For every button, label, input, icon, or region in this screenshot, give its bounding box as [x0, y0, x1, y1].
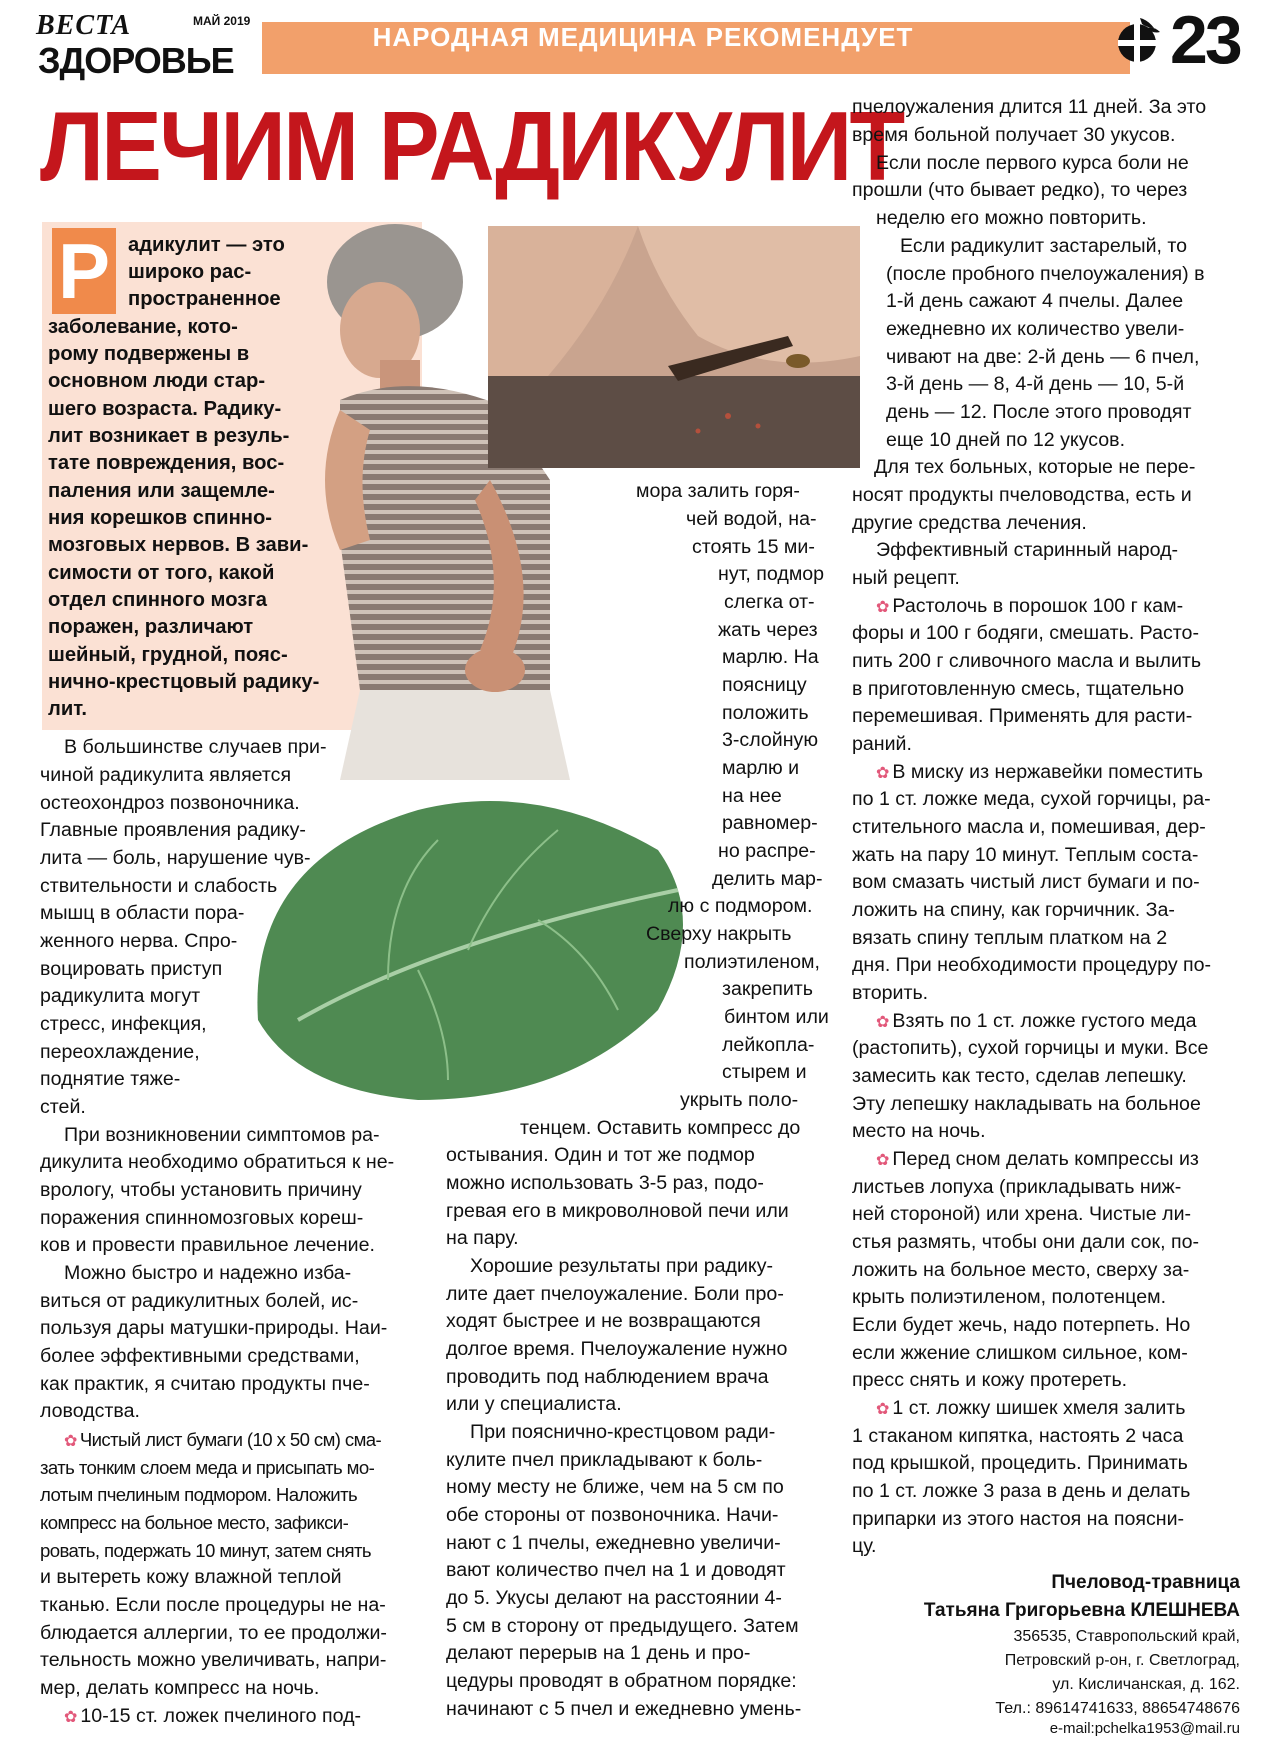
- text-line: ней стороной) или хрена. Чистые ли-: [852, 1203, 1192, 1225]
- text-line: до 5. Укусы делают на расстоянии 4-: [446, 1587, 782, 1609]
- text-line: еще 10 дней по 12 укусов.: [886, 429, 1126, 451]
- lead-line: паления или защемле-: [48, 480, 275, 502]
- text-line: тканью. Если после процедуры не на-: [40, 1594, 386, 1616]
- text-line: более эффективными средствами,: [40, 1345, 360, 1367]
- recipe-line: [876, 759, 1203, 788]
- text-line: лите дает пчелоужаление. Боли про-: [446, 1283, 784, 1305]
- text-span: В миску из нержавейки поместить: [892, 761, 1203, 783]
- text-line: стей.: [40, 1096, 86, 1118]
- author-address-3: ул. Кисличанская, д. 162.: [1052, 1676, 1240, 1693]
- text-line: ков и провести правильное лечение.: [40, 1234, 375, 1256]
- text-line: блюдается аллергии, то ее продолжи-: [40, 1622, 387, 1644]
- text-line: мер, делать компресс на ночь.: [40, 1677, 320, 1699]
- text-line: ный рецепт.: [852, 567, 960, 589]
- flower-bullet-icon: ✿: [876, 1152, 890, 1169]
- article-title: ЛЕЧИМ РАДИКУЛИТ: [40, 91, 903, 201]
- text-line: марлю и: [722, 757, 800, 779]
- text-line: радикулита могут: [40, 985, 201, 1007]
- text-line: вторить.: [852, 982, 929, 1004]
- author-phones: Тел.: 89614741633, 88654748676: [995, 1700, 1240, 1717]
- text-line: воцировать приступ: [40, 958, 223, 980]
- text-line: (растопить), сухой горчицы и муки. Все: [852, 1037, 1209, 1059]
- lead-line: широко рас-: [128, 261, 252, 283]
- text-line: нают с 1 пчелы, ежедневно увеличи-: [446, 1532, 781, 1554]
- text-line: ловодства.: [40, 1400, 140, 1422]
- recipe-line: [876, 1395, 1185, 1424]
- text-line: крыть полиэтиленом, полотенцем.: [852, 1286, 1167, 1308]
- text-line: вязать спину теплым платком на 2: [852, 927, 1168, 949]
- text-line: время больной получает 30 укусов.: [852, 124, 1176, 146]
- text-line: проводить под наблюдением врача: [446, 1366, 769, 1388]
- text-line: чей водой, на-: [686, 508, 817, 530]
- text-line: пресс снять и кожу протереть.: [852, 1369, 1128, 1391]
- text-line: ложить на больное место, сверху за-: [852, 1259, 1190, 1281]
- lead-line: основном люди стар-: [48, 370, 266, 392]
- lead-line: мозговых нервов. В зави-: [48, 534, 309, 556]
- text-line: цедуры проводят в обратном порядке:: [446, 1670, 797, 1692]
- text-line: виться от радикулитных болей, ис-: [40, 1290, 359, 1312]
- text-line: пользуя дары матушки-природы. Наи-: [40, 1317, 388, 1339]
- author-address-2: Петровский р-он, г. Светлоград,: [1004, 1652, 1240, 1669]
- author-email[interactable]: e-mail:pchelka1953@mail.ru: [1049, 1720, 1240, 1737]
- text-line: по 1 ст. ложке 3 раза в день и делать: [852, 1480, 1191, 1502]
- text-line: делают перерыв на 1 день и про-: [446, 1642, 751, 1664]
- text-line: чивают на две: 2-й день — 6 пчел,: [886, 346, 1200, 368]
- text-line: остеохондроз позвоночника.: [40, 792, 300, 814]
- text-line: зать тонким слоем меда и присыпать мо-: [40, 1457, 375, 1478]
- author-address-1: 356535, Ставропольский край,: [1013, 1628, 1240, 1645]
- text-line: можно использовать 3-5 раз, подо-: [446, 1172, 764, 1194]
- flower-bullet-icon: ✿: [876, 599, 890, 616]
- text-line: лотым пчелиным подмором. Наложить: [40, 1484, 358, 1505]
- text-line: 5 см в сторону от предыдущего. Затем: [446, 1615, 799, 1637]
- issue-date: МАЙ 2019: [193, 14, 251, 28]
- text-line: равномер-: [722, 812, 818, 834]
- text-line: переохлаждение,: [40, 1041, 200, 1063]
- text-line: ходят быстрее и не возвращаются: [446, 1310, 761, 1332]
- lead-line: отдел спинного мозга: [48, 589, 267, 611]
- text-line: При возникновении симптомов ра-: [64, 1124, 380, 1146]
- flower-bullet-icon: ✿: [876, 1401, 890, 1418]
- lead-line: тате повреждения, вос-: [48, 452, 285, 474]
- text-line: стресс, инфекция,: [40, 1013, 207, 1035]
- text-line: но распре-: [718, 840, 816, 862]
- text-line: жать на пару 10 минут. Теплым соста-: [852, 844, 1199, 866]
- text-line: 1 стаканом кипятка, настоять 2 часа: [852, 1425, 1184, 1447]
- lead-line: рому подвержены в: [48, 343, 250, 365]
- lead-line: шего возраста. Радику-: [48, 398, 282, 420]
- text-line: Для тех больных, которые не пере-: [874, 456, 1196, 478]
- text-span: 1 ст. ложку шишек хмеля залить: [892, 1397, 1186, 1419]
- text-line: пить 200 г сливочного масла и вылить: [852, 650, 1202, 672]
- text-line: дикулита необходимо обратиться к не-: [40, 1151, 395, 1173]
- text-line: поражения спинномозговых кореш-: [40, 1207, 364, 1229]
- text-line: на нее: [722, 785, 782, 807]
- text-line: марлю. На: [722, 646, 819, 668]
- text-line: Главные проявления радику-: [40, 819, 306, 841]
- text-line: мышц в области пора-: [40, 902, 245, 924]
- text-line: под крышкой, процедить. Принимать: [852, 1452, 1188, 1474]
- flower-bullet-icon: ✿: [876, 1014, 890, 1031]
- text-line: неделю его можно повторить.: [876, 207, 1147, 229]
- lead-line: заболевание, кото-: [48, 316, 238, 338]
- text-line: 1-й день сажают 4 пчелы. Далее: [886, 290, 1184, 312]
- text-line: полиэтиленом,: [684, 951, 820, 973]
- text-span: Взять по 1 ст. ложке густого меда: [892, 1010, 1197, 1032]
- text-line: ложить на спину, как горчичник. За-: [852, 899, 1175, 921]
- text-line: В большинстве случаев при-: [64, 736, 327, 758]
- text-line: пчелоужаления длится 11 дней. За это: [852, 96, 1207, 118]
- text-line: Хорошие результаты при радику-: [470, 1255, 774, 1277]
- text-line: женного нерва. Спро-: [40, 930, 238, 952]
- text-line: как практик, я считаю продукты пче-: [40, 1373, 370, 1395]
- text-span: Растолочь в порошок 100 г кам-: [892, 595, 1184, 617]
- bee-sting-photo: [488, 226, 860, 468]
- text-line: форы и 100 г бодяги, смешать. Расто-: [852, 622, 1199, 644]
- lead-line: адикулит — это: [128, 234, 285, 256]
- lead-line: ния корешков спинно-: [48, 507, 273, 529]
- text-line: лю с подмором.: [668, 895, 813, 917]
- text-line: носят продукты пчеловодства, есть и: [852, 484, 1192, 506]
- text-line: ровать, подержать 10 минут, затем снять: [40, 1540, 371, 1561]
- text-line: Если после первого курса боли не: [876, 152, 1189, 174]
- text-line: на пару.: [446, 1227, 519, 1249]
- text-line: укрыть поло-: [680, 1089, 799, 1111]
- text-line: раний.: [852, 733, 912, 755]
- page-number: 23: [1170, 2, 1240, 78]
- text-line: слегка от-: [724, 591, 815, 613]
- text-line: цу.: [852, 1535, 877, 1557]
- text-span: Чистый лист бумаги (10 х 50 см) сма-: [79, 1429, 382, 1450]
- recipe-line: [64, 1426, 381, 1456]
- text-line: стоять 15 ми-: [692, 536, 815, 558]
- lead-line: лит.: [48, 698, 87, 720]
- text-line: перемешивая. Применять для расти-: [852, 705, 1193, 727]
- text-line: стырем и: [722, 1061, 807, 1083]
- text-line: Можно быстро и надежно изба-: [64, 1262, 352, 1284]
- text-line: бинтом или: [724, 1006, 829, 1028]
- text-line: дня. При необходимости процедуру по-: [852, 954, 1212, 976]
- magazine-brand-zdorovie: ЗДОРОВЬЕ: [38, 40, 234, 81]
- lead-line: нично-крестцовый радику-: [48, 671, 320, 693]
- text-line: При пояснично-крестцовом ради-: [470, 1421, 776, 1443]
- lead-line: пространенное: [128, 288, 281, 310]
- text-line: положить: [722, 702, 809, 724]
- text-line: Если радикулит застарелый, то: [900, 235, 1188, 257]
- text-line: стительного масла и, помешивая, дер-: [852, 816, 1206, 838]
- text-line: ному месту не ближе, чем на 5 см по: [446, 1476, 784, 1498]
- lead-line: лит возникает в резуль-: [48, 425, 290, 447]
- text-line: остывания. Один и тот же подмор: [446, 1144, 755, 1166]
- text-line: 3-слойную: [722, 729, 819, 751]
- text-line: или у специалиста.: [446, 1393, 622, 1415]
- text-line: Эффективный старинный народ-: [876, 539, 1179, 561]
- text-line: ствительности и слабость: [40, 875, 278, 897]
- text-line: ежедневно их количество увели-: [886, 318, 1185, 340]
- lead-line: симости от того, какой: [48, 562, 275, 584]
- text-line: мора залить горя-: [636, 480, 800, 502]
- recipe-line: [876, 593, 1183, 622]
- text-line: начинают с 5 пчел и ежедневно умень-: [446, 1698, 802, 1720]
- text-line: в приготовленную смесь, тщательно: [852, 678, 1184, 700]
- lead-dropcap: Р: [52, 228, 116, 314]
- text-line: Эту лепешку накладывать на больное: [852, 1093, 1201, 1115]
- text-line: закрепить: [722, 978, 813, 1000]
- magazine-brand-vesta: ВЕСТА: [36, 10, 132, 41]
- text-line: если жжение слишком сильное, ком-: [852, 1342, 1188, 1364]
- author-role: Пчеловод-травница: [1051, 1572, 1240, 1593]
- text-line: листьев лопуха (прикладывать ниж-: [852, 1176, 1182, 1198]
- text-line: по 1 ст. ложке меда, сухой горчицы, ра-: [852, 788, 1211, 810]
- text-line: делить мар-: [712, 868, 823, 890]
- text-line: другие средства лечения.: [852, 512, 1087, 534]
- author-name: Татьяна Григорьевна КЛЕШНЕВА: [923, 1600, 1240, 1621]
- text-line: кулите пчел прикладывают к боль-: [446, 1449, 763, 1471]
- text-line: компресс на больное место, зафикси-: [40, 1512, 349, 1533]
- herb-emblem-icon: [1110, 14, 1164, 68]
- lead-line: шейный, грудной, пояс-: [48, 644, 288, 666]
- text-line: прошли (что бывает редко), то через: [852, 179, 1188, 201]
- flower-bullet-icon: ✿: [64, 1433, 77, 1450]
- text-line: тельность можно увеличивать, напри-: [40, 1649, 387, 1671]
- text-line: и вытереть кожу влажной теплой: [40, 1566, 342, 1588]
- text-line: лейкопла-: [722, 1034, 815, 1056]
- text-line: гревая его в микроволновой печи или: [446, 1200, 789, 1222]
- text-line: лита — боль, нарушение чув-: [40, 847, 311, 869]
- text-line: припарки из этого настоя на поясни-: [852, 1508, 1185, 1530]
- text-line: вают количество пчел на 1 и доводят: [446, 1559, 786, 1581]
- rubric-title: НАРОДНАЯ МЕДИЦИНА РЕКОМЕНДУЕТ: [372, 22, 914, 52]
- recipe-line: [876, 1008, 1197, 1037]
- text-line: поясницу: [722, 674, 807, 696]
- text-line: жать через: [718, 619, 818, 641]
- text-line: долгое время. Пчелоужаление нужно: [446, 1338, 788, 1360]
- text-span: 10-15 ст. ложек пчелиного под-: [80, 1705, 362, 1727]
- text-line: врологу, чтобы установить причину: [40, 1179, 362, 1201]
- text-line: вом смазать чистый лист бумаги и по-: [852, 871, 1200, 893]
- text-line: 3-й день — 8, 4-й день — 10, 5-й: [886, 373, 1185, 395]
- text-line: нут, подмор: [718, 563, 825, 585]
- text-line: поднятие тяже-: [40, 1068, 181, 1090]
- flower-bullet-icon: ✿: [876, 765, 890, 782]
- recipe-line: [64, 1703, 361, 1732]
- lead-line: поражен, различают: [48, 616, 254, 638]
- text-line: место на ночь.: [852, 1120, 986, 1142]
- text-line: чиной радикулита является: [40, 764, 292, 786]
- text-line: Если будет жечь, надо потерпеть. Но: [852, 1314, 1191, 1336]
- text-line: замесить как тесто, сделав лепешку.: [852, 1065, 1187, 1087]
- flower-bullet-icon: ✿: [64, 1709, 78, 1726]
- text-line: Сверху накрыть: [646, 923, 792, 945]
- recipe-line: [876, 1146, 1199, 1175]
- text-span: Перед сном делать компрессы из: [892, 1148, 1199, 1170]
- text-line: обе стороны от позвоночника. Начи-: [446, 1504, 779, 1526]
- text-line: стья размять, чтобы они дали сок, по-: [852, 1231, 1200, 1253]
- text-line: день — 12. После этого проводят: [886, 401, 1192, 423]
- text-line: (после пробного пчелоужаления) в: [886, 263, 1205, 285]
- text-line: тенцем. Оставить компресс до: [520, 1117, 801, 1139]
